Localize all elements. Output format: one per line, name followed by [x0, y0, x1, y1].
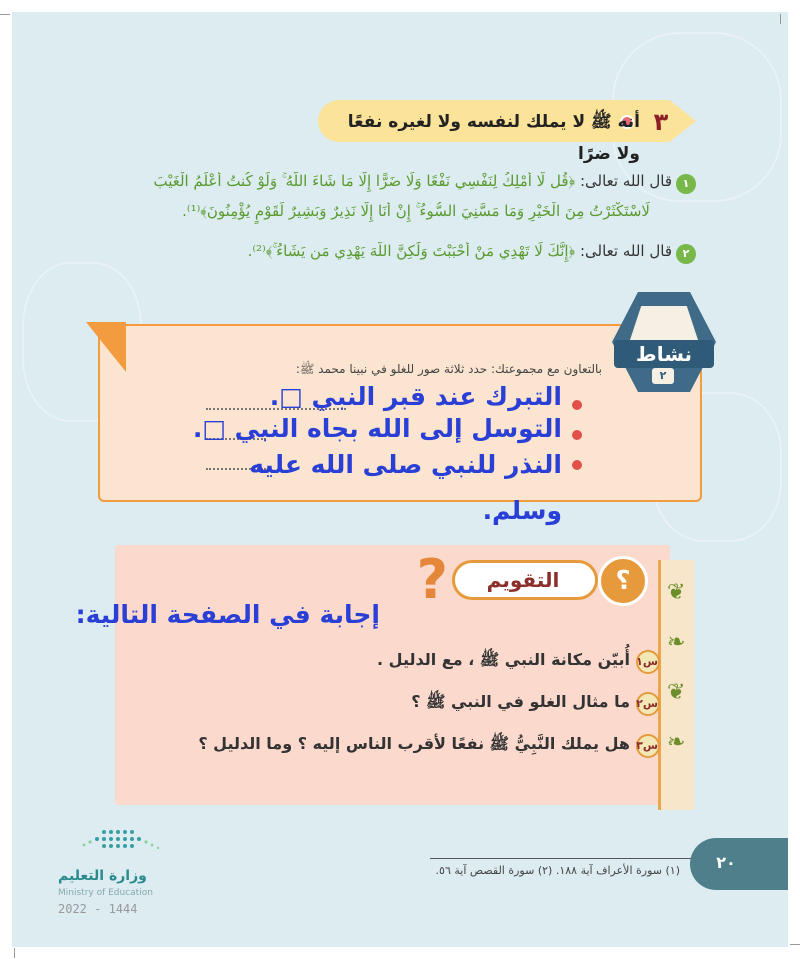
edition-year: 2022 - 1444	[58, 902, 138, 916]
verse-prefix: قال الله تعالى:	[579, 172, 672, 190]
evaluation-title: التقويم	[486, 568, 560, 592]
section-heading: أنه ﷺ لا يملك لنفسه ولا لغيره نفعًا ولا ضرًا	[347, 112, 640, 164]
handwritten-note: إجابة في الصفحة التالية:	[75, 600, 380, 629]
verse-1-line-1	[120, 172, 672, 196]
question-badge: س٣	[636, 734, 660, 758]
decorative-border	[658, 560, 694, 810]
question-text: أُبيّن مكانة النبي ﷺ ، مع الدليل .	[377, 650, 630, 669]
question-text: ما مثال الغلو في النبي ﷺ ؟	[411, 692, 630, 711]
quran-text: ﴿إِنَّكَ لَا تَهْدِي مَنْ أَحْبَبْتَ وَلَٰكِنَّ اللَّهَ يَهْدِي مَن يَشَاءُ ۚ﴾⁽²⁾.	[247, 242, 576, 260]
handwritten-answer: وسلم.	[482, 496, 562, 525]
footnotes: (١) سورة الأعراف آية ١٨٨. (٢) سورة القصص آية ٥٦.	[435, 864, 680, 877]
crop-mark	[0, 14, 10, 15]
handwritten-answer: التبرك عند قبر النبي □.	[269, 382, 562, 411]
crop-mark	[790, 944, 800, 945]
verse-number: ٢	[676, 244, 696, 264]
question-badge: س٢	[636, 692, 660, 716]
verse-1-line-2	[150, 202, 650, 226]
crop-mark	[14, 948, 15, 958]
question-mark-badge-icon: ؟	[598, 556, 648, 606]
page-number: ٢٠	[716, 853, 736, 872]
swirl-ornament: ❧	[667, 630, 686, 655]
swirl-ornament: ❦	[667, 680, 686, 705]
activity-instruction: بالتعاون مع مجموعتك: حدد ثلاثة صور للغلو في نبينا محمد ﷺ:	[295, 362, 602, 376]
answer-bullet	[572, 430, 582, 440]
ministry-logo-icon	[64, 826, 174, 856]
swirl-ornament: ❧	[667, 730, 686, 755]
handwritten-answer: التوسل إلى الله بجاه النبي □.	[192, 414, 562, 443]
swirl-ornament: ❦	[667, 580, 686, 605]
crop-mark	[780, 14, 781, 24]
handwritten-answer: النذر للنبي صلى الله عليه	[249, 450, 562, 479]
quran-text: لَاسْتَكْثَرْتُ مِنَ الْخَيْرِ وَمَا مَسَّنِيَ السُّوءُ ۚ إِنْ أَنَا إِلَّا نَذِيرٌ وَبَشِيرٌ لِّقَوْمٍ يُؤْمِنُونَ﴾⁽¹⁾.	[182, 202, 650, 220]
question-text: هل يملك النَّبِيُّ ﷺ نفعًا لأقرب الناس إليه ؟ وما الدليل ؟	[198, 734, 630, 753]
ministry-name-ar: وزارة التعليم	[58, 868, 147, 884]
question-mark-icon: ?	[416, 548, 448, 611]
quran-text: ﴿قُل لَّا أَمْلِكُ لِنَفْسِي نَفْعًا وَلَا ضَرًّا إِلَّا مَا شَاءَ اللَّهُ ۚ وَلَوْ كُنتُ أَعْلَمُ الْغَيْبَ	[153, 172, 576, 190]
question-badge: س١	[636, 650, 660, 674]
answer-bullet	[572, 460, 582, 470]
verse-2-line-1	[230, 242, 672, 266]
section-number: ٣	[653, 108, 669, 136]
footnote-rule	[430, 858, 700, 859]
activity-label: نشاط	[614, 340, 714, 368]
ministry-name-en: Ministry of Education	[58, 888, 153, 898]
activity-number: ٢	[652, 368, 674, 384]
verse-prefix: قال الله تعالى:	[579, 242, 672, 260]
answer-bullet	[572, 400, 582, 410]
verse-number: ١	[676, 174, 696, 194]
